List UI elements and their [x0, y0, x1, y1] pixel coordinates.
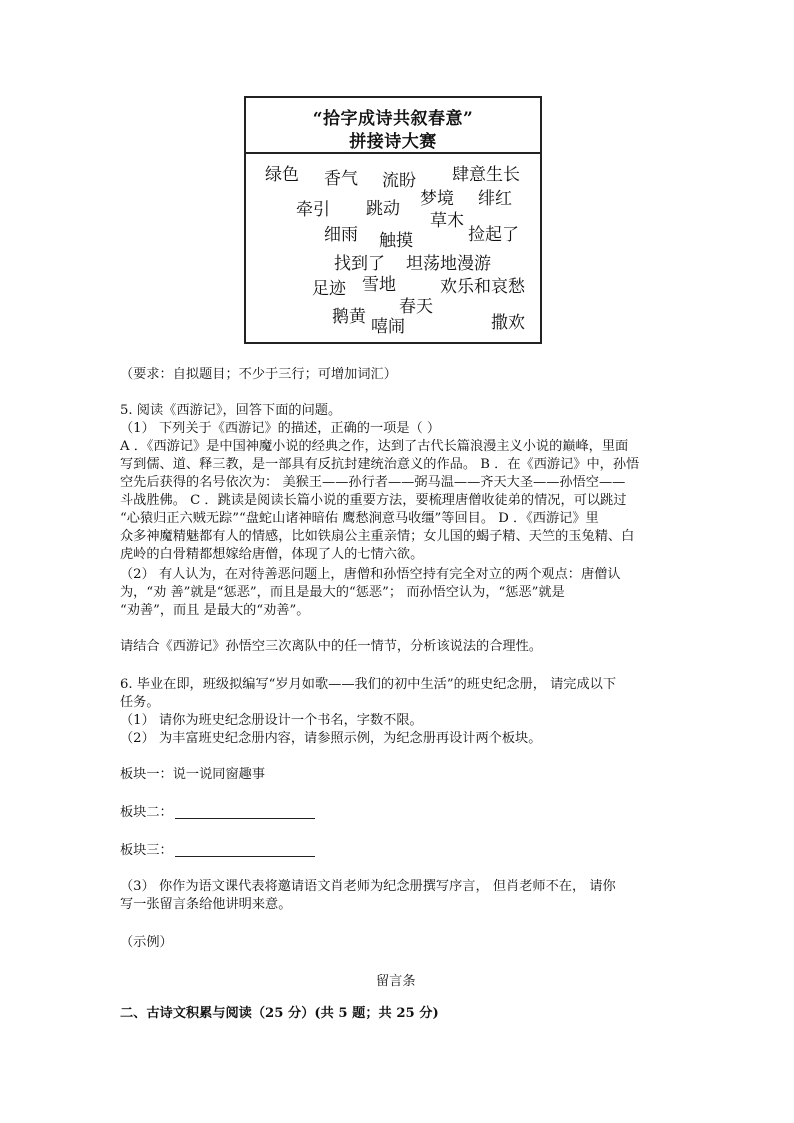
q5-sub2-line: 为，“劝 善”就是“惩恶”，而且是最大的“惩恶”； 而孙悟空认为，“惩恶”就是 — [120, 585, 565, 600]
word-chip: 肆意生长 — [452, 165, 520, 185]
q5-option-line: A ．《西游记》是中国神魔小说的经典之作，达到了古代长篇浪漫主义小说的巅峰，里面 — [120, 439, 629, 454]
poster-subtitle: 拼接诗大赛 — [349, 132, 437, 152]
word-chip: 鹅黄 — [332, 307, 366, 327]
q5-prompt: 请结合《西游记》孙悟空三次离队中的任一情节，分析该说法的合理性。 — [120, 639, 542, 654]
block-two-blank[interactable] — [175, 804, 315, 819]
q5-option-line: 斗战胜佛。 C ．跳读是阅读长篇小说的重要方法，要梳理唐僧收徒弟的情况，可以跳过 — [120, 493, 627, 508]
q6-sub3-cont: 写一张留言条给他讲明来意。 — [120, 897, 292, 912]
word-chip: 撒欢 — [491, 313, 525, 333]
q5-option-line: 众多神魔精魅都有人的情感，比如铁扇公主重亲情；女儿国的蝎子精、天竺的玉兔精、白 — [120, 529, 635, 544]
q5-option-line: “心猿归正六贼无踪”“盘蛇山诸神暗佑 鹰愁涧意马收缰”等回目。 D ．《西游记》里 — [120, 511, 599, 526]
block-three-row — [120, 842, 315, 860]
word-chip: 足迹 — [312, 279, 346, 299]
q5-sub2-line: （2） 有人认为，在对待善恶问题上，唐僧和孙悟空持有完全对立的两个观点：唐僧认 — [120, 567, 621, 582]
word-chip: 绿色 — [265, 165, 299, 185]
note-title: 留言条 — [376, 974, 416, 989]
word-chip: 春天 — [399, 297, 433, 317]
block-three-blank[interactable] — [175, 842, 315, 857]
word-chip: 细雨 — [324, 225, 358, 245]
word-chip: 草木 — [430, 211, 464, 231]
word-chip: 找到了 — [334, 254, 385, 274]
word-chip: 雪地 — [362, 275, 396, 295]
word-chip: 香气 — [324, 169, 358, 189]
q6-sub1: （1） 请你为班史纪念册设计一个书名，字数不限。 — [120, 713, 423, 728]
block-one: 板块一：说一说同窗趣事 — [120, 767, 266, 782]
q5-option-line: 写到儒、道、释三教，是一部具有反抗封建统治意义的作品。 B ．在《西游记》中，孙悟 — [120, 457, 640, 472]
word-chip: 流盼 — [382, 171, 416, 191]
q6-heading: 6. 毕业在即，班级拟编写“岁月如歌——我们的初中生活”的班史纪念册， 请完成以下 — [120, 677, 617, 692]
section-heading: 二、古诗文积累与阅读（25 分）(共 5 题；共 25 分) — [120, 1006, 439, 1021]
word-chip: 捡起了 — [468, 225, 519, 245]
word-chip: 绯红 — [478, 189, 512, 209]
q5-option-line: 空先后获得的名号依次为： 美猴王——孙行者——弼马温——齐天大圣——孙悟空—— — [120, 475, 626, 490]
block-three-label: 板块三： — [120, 843, 173, 858]
example-label: （示例） — [120, 935, 173, 950]
q6-sub3: （3） 你作为语文课代表将邀请语文肖老师为纪念册撰写序言， 但肖老师不在， 请你 — [120, 879, 616, 894]
word-chip: 嘻闹 — [371, 317, 405, 337]
word-chip: 坦荡地漫游 — [406, 254, 491, 274]
requirement-note: （要求：自拟题目；不少于三行；可增加词汇） — [120, 367, 397, 382]
q5-sub2-line: “劝善”，而且 是最大的“劝善”。 — [120, 603, 310, 618]
word-chip: 跳动 — [366, 199, 400, 219]
word-chip: 触摸 — [379, 231, 413, 251]
word-chip: 欢乐和哀愁 — [440, 277, 525, 297]
block-two-label: 板块二： — [120, 805, 173, 820]
poster-title: “拾字成诗共叙春意” — [312, 109, 474, 129]
block-two-row — [120, 804, 315, 822]
q5-sub1: （1） 下列关于《西游记》的描述，正确的一项是（ ） — [120, 421, 441, 436]
poster-header — [246, 98, 540, 154]
poster-box — [244, 96, 542, 344]
word-chip: 梦境 — [420, 189, 454, 209]
q5-option-line: 虎岭的白骨精都想嫁给唐僧，体现了人的七情六欲。 — [120, 547, 424, 562]
q5-heading: 5. 阅读《西游记》，回答下面的问题。 — [120, 403, 342, 418]
word-chip: 牵引 — [296, 200, 330, 220]
q6-sub2: （2） 为丰富班史纪念册内容，请参照示例，为纪念册再设计两个板块。 — [120, 731, 542, 746]
q6-heading-cont: 任务。 — [120, 695, 160, 710]
